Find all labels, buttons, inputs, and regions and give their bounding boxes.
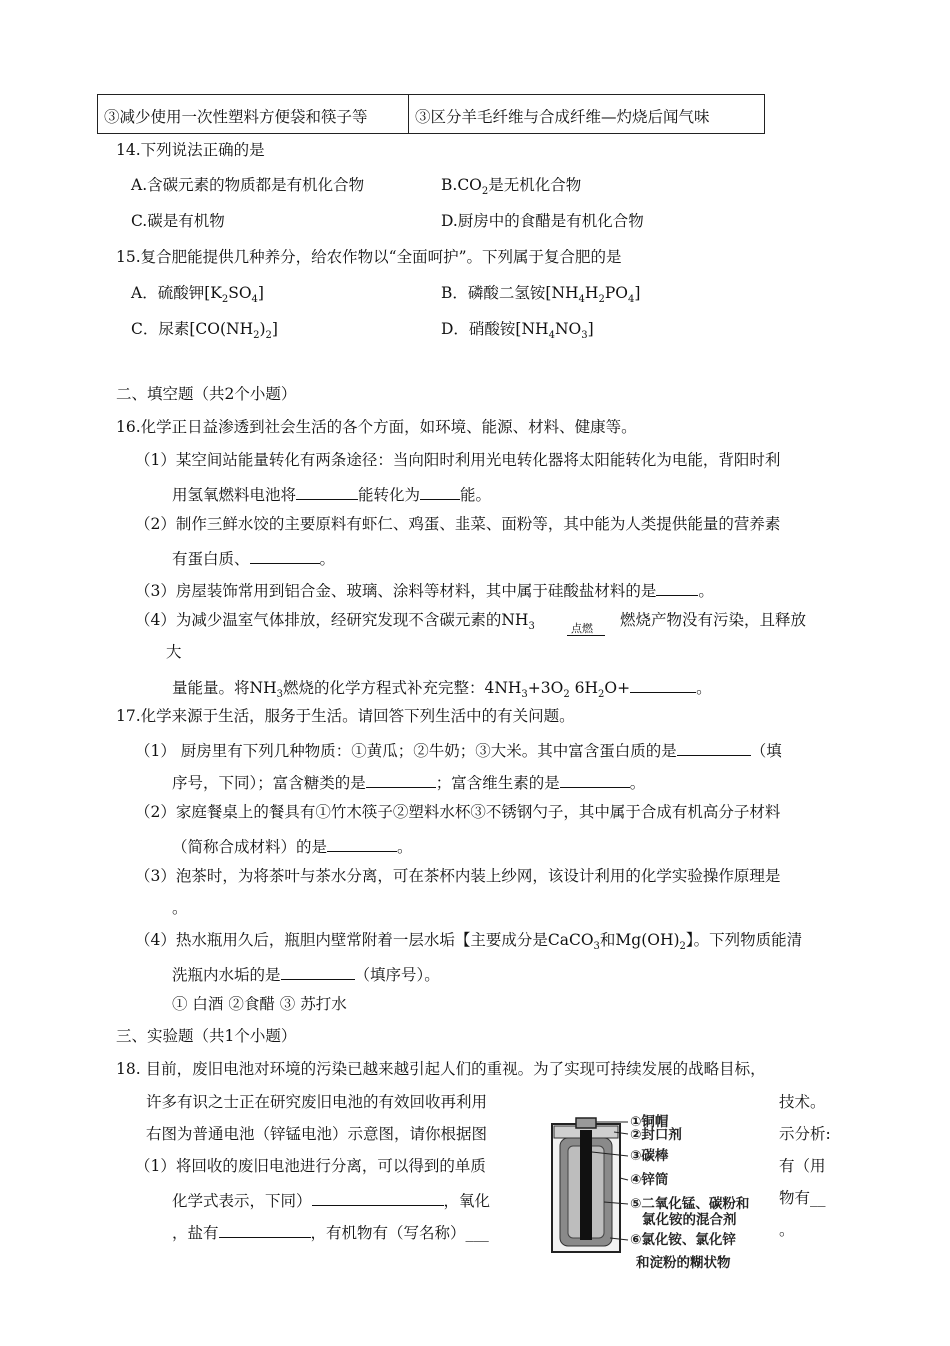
q15-stem: 15.复合肥能提供几种养分，给农作物以“全面呵护”。下列属于复合肥的是 [116,248,622,266]
table-cell-right-text: ③区分羊毛纤维与合成纤维—灼烧后闻气味 [415,108,710,126]
q16-part4-line2: 大 [166,643,182,661]
q17-part4-options: ① 白酒 ②食醋 ③ 苏打水 [172,995,347,1013]
q14-stem: 14.下列说法正确的是 [116,141,265,159]
answer-table [97,94,765,134]
q18-line2-tail: 技术。 [779,1093,826,1111]
q16-part4-line3: 量能量。将$NH_3$燃烧的化学方程式补充完整：$4NH_3+3O_2$ $6H_2O+$ 。 [172,679,712,701]
blank-field[interactable] [560,773,630,788]
q16-part4-line1: （4）为减少温室气体排放，经研究发现不含碳元素的$NH_3$ [135,611,535,633]
q14-option-d: D.厨房中的食醋是有机化合物 [441,212,644,230]
q18-part1-line3-tail: 。 [779,1221,795,1239]
q16-part1-line2: 用氢氧燃料电池将 能转化为 能。 [172,486,492,504]
q17-part3-line2: 。 [172,899,188,917]
q17-part4-line1: （4）热水瓶用久后，瓶胆内壁常附着一层水垢【主要成分是CaCO$_3$和$Mg(OH)_2$】。下列物质能清 [135,931,803,953]
blank-field[interactable] [656,581,698,596]
q15-option-b: B．磷酸二氢铵$[NH_4H_2PO_4]$ [441,284,641,306]
battery-label-3: ③碳棒 [630,1148,669,1164]
q15-option-a: A．硫酸钾$[K_2SO_4]$ [131,284,264,306]
blank-field[interactable] [630,678,696,693]
blank-field[interactable] [250,549,320,564]
section-3-title: 三、实验题（共1个小题） [116,1027,297,1045]
reaction-condition: 点燃 [567,618,605,638]
q18-line3-tail: 示分析: [779,1125,831,1143]
battery-label-4: ④锌筒 [630,1172,669,1188]
q17-part2-line1: （2）家庭餐桌上的餐具有①竹木筷子②塑料水杯③不锈钢勺子，其中属于合成有机高分子材料 [135,803,781,821]
blank-field[interactable] [219,1223,311,1238]
q17-part2-line2: （简称合成材料）的是 。 [172,838,413,856]
q14-option-a: A.含碳元素的物质都是有机化合物 [131,176,365,194]
table-cell-left [98,95,409,133]
q17-stem: 17.化学来源于生活，服务于生活。请回答下列生活中的有关问题。 [116,707,575,725]
battery-diagram [550,1112,775,1277]
q16-part1-line1: （1）某空间站能量转化有两条途径：当向阳时利用光电转化器将太阳能转化为电能，背阳时利 [135,451,781,469]
q17-part4-line2: 洗瓶内水垢的是 （填序号）。 [172,966,440,984]
section-2-title: 二、填空题（共2个小题） [116,385,297,403]
q14-option-c: C.碳是有机物 [131,212,225,230]
blank-field[interactable] [281,965,355,980]
q17-part1-line1: （1） 厨房里有下列几种物质：①黄瓜；②牛奶；③大米。其中富含蛋白质的是 （填 [135,742,782,760]
blank-field[interactable] [312,1191,444,1206]
q16-part2-line2: 有蛋白质、 。 [172,550,336,568]
q18-line3: 右图为普通电池（锌锰电池）示意图，请你根据图 [146,1125,488,1143]
battery-label-6: ⑥氯化铵、氯化锌 [630,1232,736,1248]
blank-field[interactable] [366,773,436,788]
q16-part4-line1-tail: 燃烧产物没有污染，且释放 [620,611,807,629]
q17-part1-line2: 序号，下同）；富含糖类的是 ；富含维生素的是 。 [172,774,646,792]
blank-field[interactable] [327,837,397,852]
battery-label-1: ①铜帽 [630,1114,669,1130]
q18-line2: 许多有识之士正在研究废旧电池的有效回收再利用 [146,1093,488,1111]
q18-part1-line1-tail: 有（用 [779,1157,826,1175]
battery-label-2: ②封口剂 [630,1127,682,1143]
q16-stem: 16.化学正日益渗透到社会生活的各个方面，如环境、能源、材料、健康等。 [116,418,637,436]
table-cell-right [409,95,764,133]
q18-line1: 18. 目前，废旧电池对环境的污染已越来越引起人们的重视。为了实现可持续发展的战略目标， [116,1060,766,1078]
q16-part3: （3）房屋装饰常用到铝合金、玻璃、涂料等材料，其中属于硅酸盐材料的是 。 [135,582,714,600]
q18-part1-line3: ，盐有 ，有机物有（写名称）___ [172,1224,489,1242]
q18-part1-line2: 化学式表示，下同） ，氧化 [172,1192,491,1210]
table-cell-left-text: ③减少使用一次性塑料方便袋和筷子等 [104,108,368,126]
q17-part3-line1: （3）泡茶时，为将茶叶与茶水分离，可在茶杯内装上纱网，该设计利用的化学实验操作原理是 [135,867,781,885]
blank-field[interactable] [420,485,460,500]
battery-label-5: ⑤二氧化锰、碳粉和 [630,1196,750,1212]
battery-label-6b: 和淀粉的糊状物 [636,1255,731,1271]
q15-option-c: C．尿素$[CO(NH_2)_2]$ [131,320,278,342]
q15-option-d: D．硝酸铵$[NH_4NO_3]$ [441,320,594,342]
blank-field[interactable] [296,485,358,500]
q18-part1-line2-tail: 物有__ [779,1189,826,1207]
q16-part2-line1: （2）制作三鲜水饺的主要原料有虾仁、鸡蛋、韭菜、面粉等，其中能为人类提供能量的营养素 [135,515,781,533]
blank-field[interactable] [677,741,751,756]
q14-option-b: $B.CO_2$是无机化合物 [441,176,582,198]
q18-part1-line1: （1）将回收的废旧电池进行分离，可以得到的单质 [135,1157,486,1175]
battery-label-5b: 氯化铵的混合剂 [642,1212,737,1228]
